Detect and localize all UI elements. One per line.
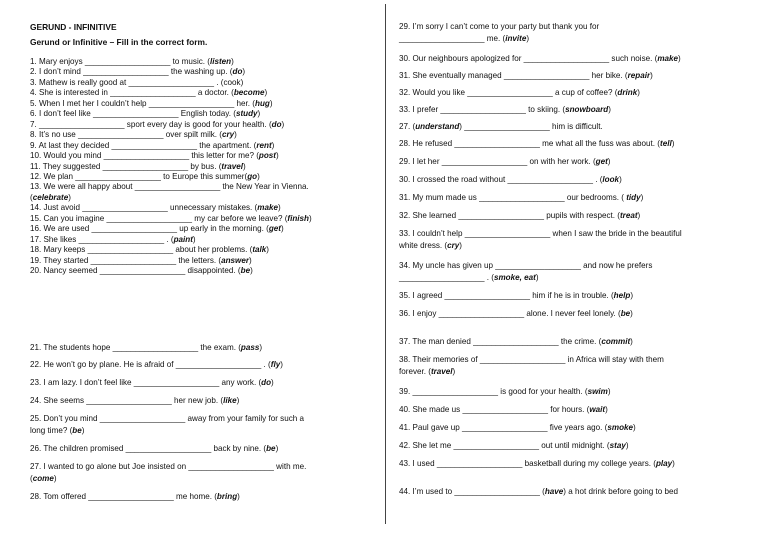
sentence-text: She let me ___________________ out until midnight. ( <box>412 441 610 450</box>
sentence-text: She is interested in ___________________ a doctor. ( <box>39 88 234 98</box>
sentence-text: ) <box>459 241 462 250</box>
sentence-text: ) <box>630 291 634 300</box>
verb-hint: fly <box>270 360 281 369</box>
sentence-text: 32. <box>399 211 413 220</box>
exercise-line <box>30 426 84 436</box>
sentence-text: 23. <box>30 378 44 387</box>
sentence-text: We are used ___________________ up early in the morning. ( <box>43 224 269 234</box>
sentence-text: They started ___________________ the letters. ( <box>43 255 222 265</box>
sentence-text: He won’t go by plane. He is afraid of ___________________ . ( <box>43 360 271 369</box>
sentence-text: Nancy seemed ___________________ disappointed. ( <box>43 266 241 275</box>
verb-hint: do <box>232 67 243 77</box>
sentence-text: ) <box>678 54 681 63</box>
sentence-text: I couldn’t help ___________________ when I saw the bride in the beautiful <box>412 229 682 238</box>
sentence-text: 13. <box>30 182 44 192</box>
exercise-line <box>399 122 603 132</box>
sentence-text: 42. <box>399 441 413 450</box>
exercise-line <box>399 54 681 64</box>
verb-hint: drink <box>617 88 638 97</box>
sentence-text: ) <box>53 474 57 483</box>
sentence-text: 3. <box>30 77 39 87</box>
verb-hint: celebrate <box>32 192 69 202</box>
sentence-text: ) <box>535 273 539 282</box>
sentence-text: I prefer ___________________ to skiing. ( <box>412 105 566 114</box>
verb-hint: hug <box>255 98 270 108</box>
sentence-text: ) <box>280 224 284 234</box>
exercise-line <box>399 193 643 203</box>
sentence-text: ) <box>275 444 279 453</box>
verb-hint: bring <box>216 492 238 501</box>
sentence-text: ) <box>630 337 633 346</box>
verb-hint: commit <box>601 337 631 346</box>
verb-hint: help <box>613 291 631 300</box>
sentence-text: I enjoy ___________________ alone. I never feel lonely. ( <box>412 309 621 318</box>
sentence-text: ) <box>271 140 275 150</box>
verb-hint: smoke, eat <box>493 273 536 282</box>
sentence-text: ) <box>259 343 263 352</box>
sentence-text: ) <box>271 378 274 387</box>
sentence-text: ) a hot drink before going to bed <box>563 487 679 496</box>
sentence-text: ___________________ me. ( <box>399 34 506 43</box>
sentence-text: white dress. ( <box>399 241 448 250</box>
sentence-text: 14. <box>30 203 44 213</box>
exercise-line <box>30 151 279 161</box>
sentence-text: I let her ___________________ on with her work. ( <box>412 157 596 166</box>
exercise-line <box>399 387 611 397</box>
sentence-text: Just avoid ___________________ unnecessary mistakes. ( <box>43 203 258 213</box>
exercise-line <box>30 57 234 67</box>
sentence-text: 7. <box>30 119 39 129</box>
sentence-text: ) <box>68 192 71 202</box>
sentence-text: Our neighbours apologized for ___________________ such noise. ( <box>412 54 658 63</box>
verb-hint: study <box>235 109 258 119</box>
sentence-text: 12. <box>30 171 44 181</box>
verb-hint: get <box>595 157 608 166</box>
sentence-text: ) <box>236 396 240 405</box>
sentence-text: Would you like ___________________ a cup of coffee? ( <box>412 88 618 97</box>
sentence-text: 40. <box>399 405 413 414</box>
worksheet-instructions: Gerund or Infinitive – Fill in the correct form. <box>30 37 208 47</box>
exercise-line <box>399 175 622 185</box>
sentence-text: ) <box>672 459 675 468</box>
sentence-text: 29. <box>399 157 413 166</box>
sentence-text: 6. <box>30 109 39 119</box>
sentence-text: 34. <box>399 261 413 270</box>
sentence-text: ) <box>231 57 234 66</box>
exercise-line <box>30 396 239 406</box>
exercise-line <box>30 99 273 109</box>
sentence-text: Mary keeps ___________________ about her problems. ( <box>43 245 253 255</box>
verb-hint: answer <box>221 255 250 265</box>
verb-hint: have <box>544 487 564 496</box>
sentence-text: 15. <box>30 213 44 223</box>
verb-hint: play <box>655 459 673 468</box>
sentence-text: 33. <box>399 105 413 114</box>
exercise-line <box>30 378 274 388</box>
verb-hint: understand <box>415 122 460 131</box>
sentence-text: ( <box>30 474 33 483</box>
sentence-text: 41. <box>399 423 413 432</box>
sentence-text: ) <box>633 423 636 432</box>
sentence-text: ) <box>234 130 237 140</box>
sentence-text: ) ___________________ him is difficult. <box>459 122 603 131</box>
sentence-text: The students hope ___________________ the exam. ( <box>43 343 241 352</box>
exercise-line <box>30 414 304 424</box>
exercise-line <box>399 139 674 149</box>
sentence-text: 20. <box>30 266 44 275</box>
exercise-line <box>399 441 629 451</box>
sentence-text: ) <box>280 360 283 369</box>
sentence-text: 9. <box>30 140 39 150</box>
verb-hint: invite <box>505 34 527 43</box>
exercise-line <box>399 367 455 377</box>
exercise-line <box>399 423 636 433</box>
exercise-line <box>30 492 240 502</box>
sentence-text: I crossed the road without ___________________ . ( <box>412 175 603 184</box>
exercise-line <box>399 291 633 301</box>
verb-hint: paint <box>173 234 193 244</box>
sentence-text: 27. <box>399 122 413 131</box>
exercise-line <box>30 474 57 484</box>
sentence-text: ___________________ . ( <box>399 273 494 282</box>
sentence-text: Mathew is really good at ___________________ . (cook) <box>39 77 244 87</box>
verb-hint: tidy <box>626 193 641 202</box>
sentence-text: When I met her I couldn’t help ___________________ her. ( <box>39 98 255 108</box>
verb-hint: be <box>620 309 631 318</box>
exercise-line <box>30 120 284 130</box>
exercise-line <box>30 256 252 266</box>
sentence-text: ) <box>266 245 269 255</box>
sentence-text: She likes ___________________ . ( <box>43 234 174 244</box>
verb-hint: get <box>268 224 281 234</box>
sentence-text: 4. <box>30 88 39 98</box>
sentence-text: She learned ___________________ pupils with respect. ( <box>412 211 620 220</box>
sentence-text: 19. <box>30 255 44 265</box>
sentence-text: They suggested ___________________ by bus. ( <box>42 161 222 171</box>
verb-hint: treat <box>619 211 638 220</box>
verb-hint: go <box>247 171 258 181</box>
verb-hint: swim <box>587 387 608 396</box>
worksheet-title: GERUND - INFINITIVE <box>30 22 117 32</box>
sentence-text: ) <box>243 161 246 171</box>
sentence-text: ) <box>637 88 640 97</box>
sentence-text: 10. <box>30 151 44 161</box>
exercise-line <box>399 261 652 271</box>
exercise-line <box>30 162 246 172</box>
exercise-line <box>399 22 599 32</box>
sentence-text: ) <box>249 255 252 265</box>
verb-hint: be <box>240 266 251 275</box>
verb-hint: stay <box>609 441 626 450</box>
sentence-text: 17. <box>30 234 44 244</box>
exercise-line <box>30 88 267 98</box>
sentence-text: 43. <box>399 459 413 468</box>
exercise-line <box>30 235 196 245</box>
sentence-text: I don’t mind ___________________ the washing up. ( <box>39 67 233 77</box>
verb-hint: cry <box>447 241 460 250</box>
sentence-text: ) <box>309 213 312 223</box>
sentence-text: 8. <box>30 130 39 140</box>
exercise-line <box>30 343 262 353</box>
sentence-text: 28. <box>30 492 44 501</box>
exercise-line <box>30 266 253 276</box>
exercise-line <box>399 355 664 365</box>
sentence-text: forever. ( <box>399 367 431 376</box>
sentence-text: I don’t feel like ___________________ English today. ( <box>39 109 236 119</box>
sentence-text: ) <box>607 387 611 396</box>
sentence-text: 30. <box>399 54 413 63</box>
exercise-line <box>399 34 529 44</box>
sentence-text: She made us ___________________ for hours. ( <box>412 405 590 414</box>
verb-hint: listen <box>209 57 232 66</box>
sentence-text: ) <box>81 426 85 435</box>
sentence-text: 29. <box>399 22 413 31</box>
sentence-text: 25. <box>30 414 44 423</box>
sentence-text: I’m sorry I can’t come to your party but thank you for <box>412 22 600 31</box>
sentence-text: ) <box>242 67 246 77</box>
sentence-text: ) <box>250 266 253 275</box>
exercise-line <box>399 459 675 469</box>
sentence-text: ) <box>607 157 611 166</box>
exercise-line <box>399 405 608 415</box>
sentence-text: 22. <box>30 360 44 369</box>
verb-hint: finish <box>287 213 309 223</box>
exercise-line <box>30 203 281 213</box>
exercise-line <box>30 109 260 119</box>
sentence-text: Mary enjoys ___________________ to music. ( <box>39 57 210 66</box>
verb-hint: do <box>271 119 282 129</box>
verb-hint: be <box>72 426 82 435</box>
verb-hint: snowboard <box>565 105 609 114</box>
verb-hint: look <box>602 175 620 184</box>
sentence-text: 38. <box>399 355 413 364</box>
exercise-line <box>30 130 237 140</box>
verb-hint: come <box>32 474 54 483</box>
sentence-text: My mum made us ___________________ our bedrooms. ( <box>412 193 627 202</box>
sentence-text: Tom offered ___________________ me home. ( <box>43 492 217 501</box>
sentence-text: ) <box>605 405 608 414</box>
exercise-line <box>399 105 611 115</box>
exercise-line <box>399 337 633 347</box>
exercise-line <box>30 444 278 454</box>
sentence-text: At last they decided ___________________ the apartment. ( <box>38 140 257 150</box>
verb-hint: make <box>257 203 278 213</box>
verb-hint: repair <box>627 71 651 80</box>
sentence-text: ) <box>630 309 633 318</box>
sentence-text: Would you mind ___________________ this letter for me? ( <box>43 151 259 161</box>
sentence-text: ) <box>257 171 260 181</box>
sentence-text: 39. <box>399 387 413 396</box>
sentence-text: It’s no use ___________________ over spilt milk. ( <box>39 130 222 140</box>
exercise-line <box>30 67 245 77</box>
exercise-line <box>30 193 71 203</box>
sentence-text: ) <box>192 234 196 244</box>
sentence-text: ) <box>526 34 530 43</box>
verb-hint: post <box>258 151 276 161</box>
sentence-text: ) <box>671 139 675 148</box>
sentence-text: I agreed ___________________ him if he is in trouble. ( <box>412 291 614 300</box>
exercise-line <box>30 78 243 88</box>
sentence-text: ) <box>619 175 622 184</box>
exercise-line <box>399 88 640 98</box>
sentence-text: 26. <box>30 444 44 453</box>
sentence-text: 36. <box>399 309 413 318</box>
sentence-text: The children promised ___________________ back by nine. ( <box>43 444 267 453</box>
sentence-text: ) <box>452 367 456 376</box>
exercise-line <box>399 273 539 283</box>
exercise-line <box>30 360 283 370</box>
sentence-text: 1. <box>30 57 39 66</box>
verb-hint: talk <box>252 245 267 255</box>
verb-hint: travel <box>221 161 244 171</box>
exercise-line <box>30 245 269 255</box>
sentence-text: 16. <box>30 224 44 234</box>
sentence-text: ___________________ is good for your health. ( <box>412 387 588 396</box>
column-divider <box>385 4 386 524</box>
sentence-text: 44. <box>399 487 413 496</box>
sentence-text: ) <box>269 98 273 108</box>
sentence-text: ) <box>625 441 629 450</box>
exercise-line <box>30 224 284 234</box>
sentence-text: ( <box>30 192 33 202</box>
sentence-text: 31. <box>399 71 413 80</box>
exercise-line <box>30 172 260 182</box>
exercise-line <box>399 157 611 167</box>
sentence-text: Don’t you mind ___________________ away from your family for such a <box>43 414 305 423</box>
sentence-text: We were all happy about ___________________ the New Year in Vienna. <box>43 182 309 192</box>
sentence-text: ) <box>257 109 261 119</box>
verb-hint: smoke <box>607 423 634 432</box>
sentence-text: 11. <box>30 161 43 171</box>
verb-hint: make <box>657 54 679 63</box>
exercise-line <box>30 141 274 151</box>
sentence-text: Their memories of ___________________ in Africa will stay with them <box>412 355 664 364</box>
sentence-text: ) <box>608 105 611 114</box>
verb-hint: like <box>223 396 237 405</box>
verb-hint: cry <box>221 130 235 140</box>
sentence-text: Paul gave up ___________________ five years ago. ( <box>412 423 608 432</box>
exercise-line <box>399 309 633 319</box>
sentence-text: ) <box>237 492 240 501</box>
sentence-text: I’m used to ___________________ ( <box>412 487 545 496</box>
exercise-line <box>30 182 309 192</box>
sentence-text: 27. <box>30 462 44 471</box>
sentence-text: ) <box>640 193 644 202</box>
sentence-text: I wanted to go alone but Joe insisted on ___________________ with me. <box>43 462 307 471</box>
sentence-text: We plan ___________________ to Europe this summer( <box>43 171 248 181</box>
verb-hint: wait <box>589 405 606 414</box>
verb-hint: do <box>261 378 272 387</box>
sentence-text: ( <box>412 122 416 131</box>
sentence-text: 37. <box>399 337 413 346</box>
verb-hint: tell <box>660 139 672 148</box>
exercise-line <box>399 487 678 497</box>
sentence-text: 28. <box>399 139 413 148</box>
sentence-text: 35. <box>399 291 413 300</box>
exercise-line <box>30 462 306 472</box>
sentence-text: ) <box>276 151 279 161</box>
verb-hint: be <box>266 444 276 453</box>
sentence-text: She seems ___________________ her new job. ( <box>43 396 224 405</box>
sentence-text: Can you imagine ___________________ my car before we leave? ( <box>43 213 288 223</box>
exercise-line <box>399 241 462 251</box>
sentence-text: She eventually managed ___________________ her bike. ( <box>412 71 628 80</box>
sentence-text: 30. <box>399 175 413 184</box>
sentence-text: The man denied ___________________ the crime. ( <box>412 337 602 346</box>
verb-hint: pass <box>240 343 260 352</box>
sentence-text: ) <box>650 71 653 80</box>
sentence-text: ) <box>277 203 281 213</box>
exercise-line <box>399 211 640 221</box>
sentence-text: He refused ___________________ me what all the fuss was about. ( <box>412 139 660 148</box>
sentence-text: 5. <box>30 98 39 108</box>
sentence-text: I used ___________________ basketball during my college years. ( <box>412 459 656 468</box>
sentence-text: 21. <box>30 343 44 352</box>
sentence-text: ) <box>281 119 285 129</box>
sentence-text: ___________________ sport every day is good for your health. ( <box>39 119 272 129</box>
sentence-text: ) <box>637 211 641 220</box>
sentence-text: I am lazy. I don’t feel like ___________________ any work. ( <box>43 378 262 387</box>
sentence-text: My uncle has given up ___________________ and now he prefers <box>412 261 653 270</box>
sentence-text: 24. <box>30 396 44 405</box>
exercise-line <box>30 214 312 224</box>
sentence-text: 31. <box>399 193 413 202</box>
sentence-text: 18. <box>30 245 44 255</box>
sentence-text: 2. <box>30 67 39 77</box>
sentence-text: ) <box>264 88 268 98</box>
exercise-line <box>399 229 682 239</box>
verb-hint: become <box>233 88 265 98</box>
exercise-line <box>399 71 653 81</box>
sentence-text: 33. <box>399 229 413 238</box>
verb-hint: rent <box>256 140 272 150</box>
sentence-text: 32. <box>399 88 413 97</box>
sentence-text: long time? ( <box>30 426 73 435</box>
verb-hint: travel <box>430 367 453 376</box>
